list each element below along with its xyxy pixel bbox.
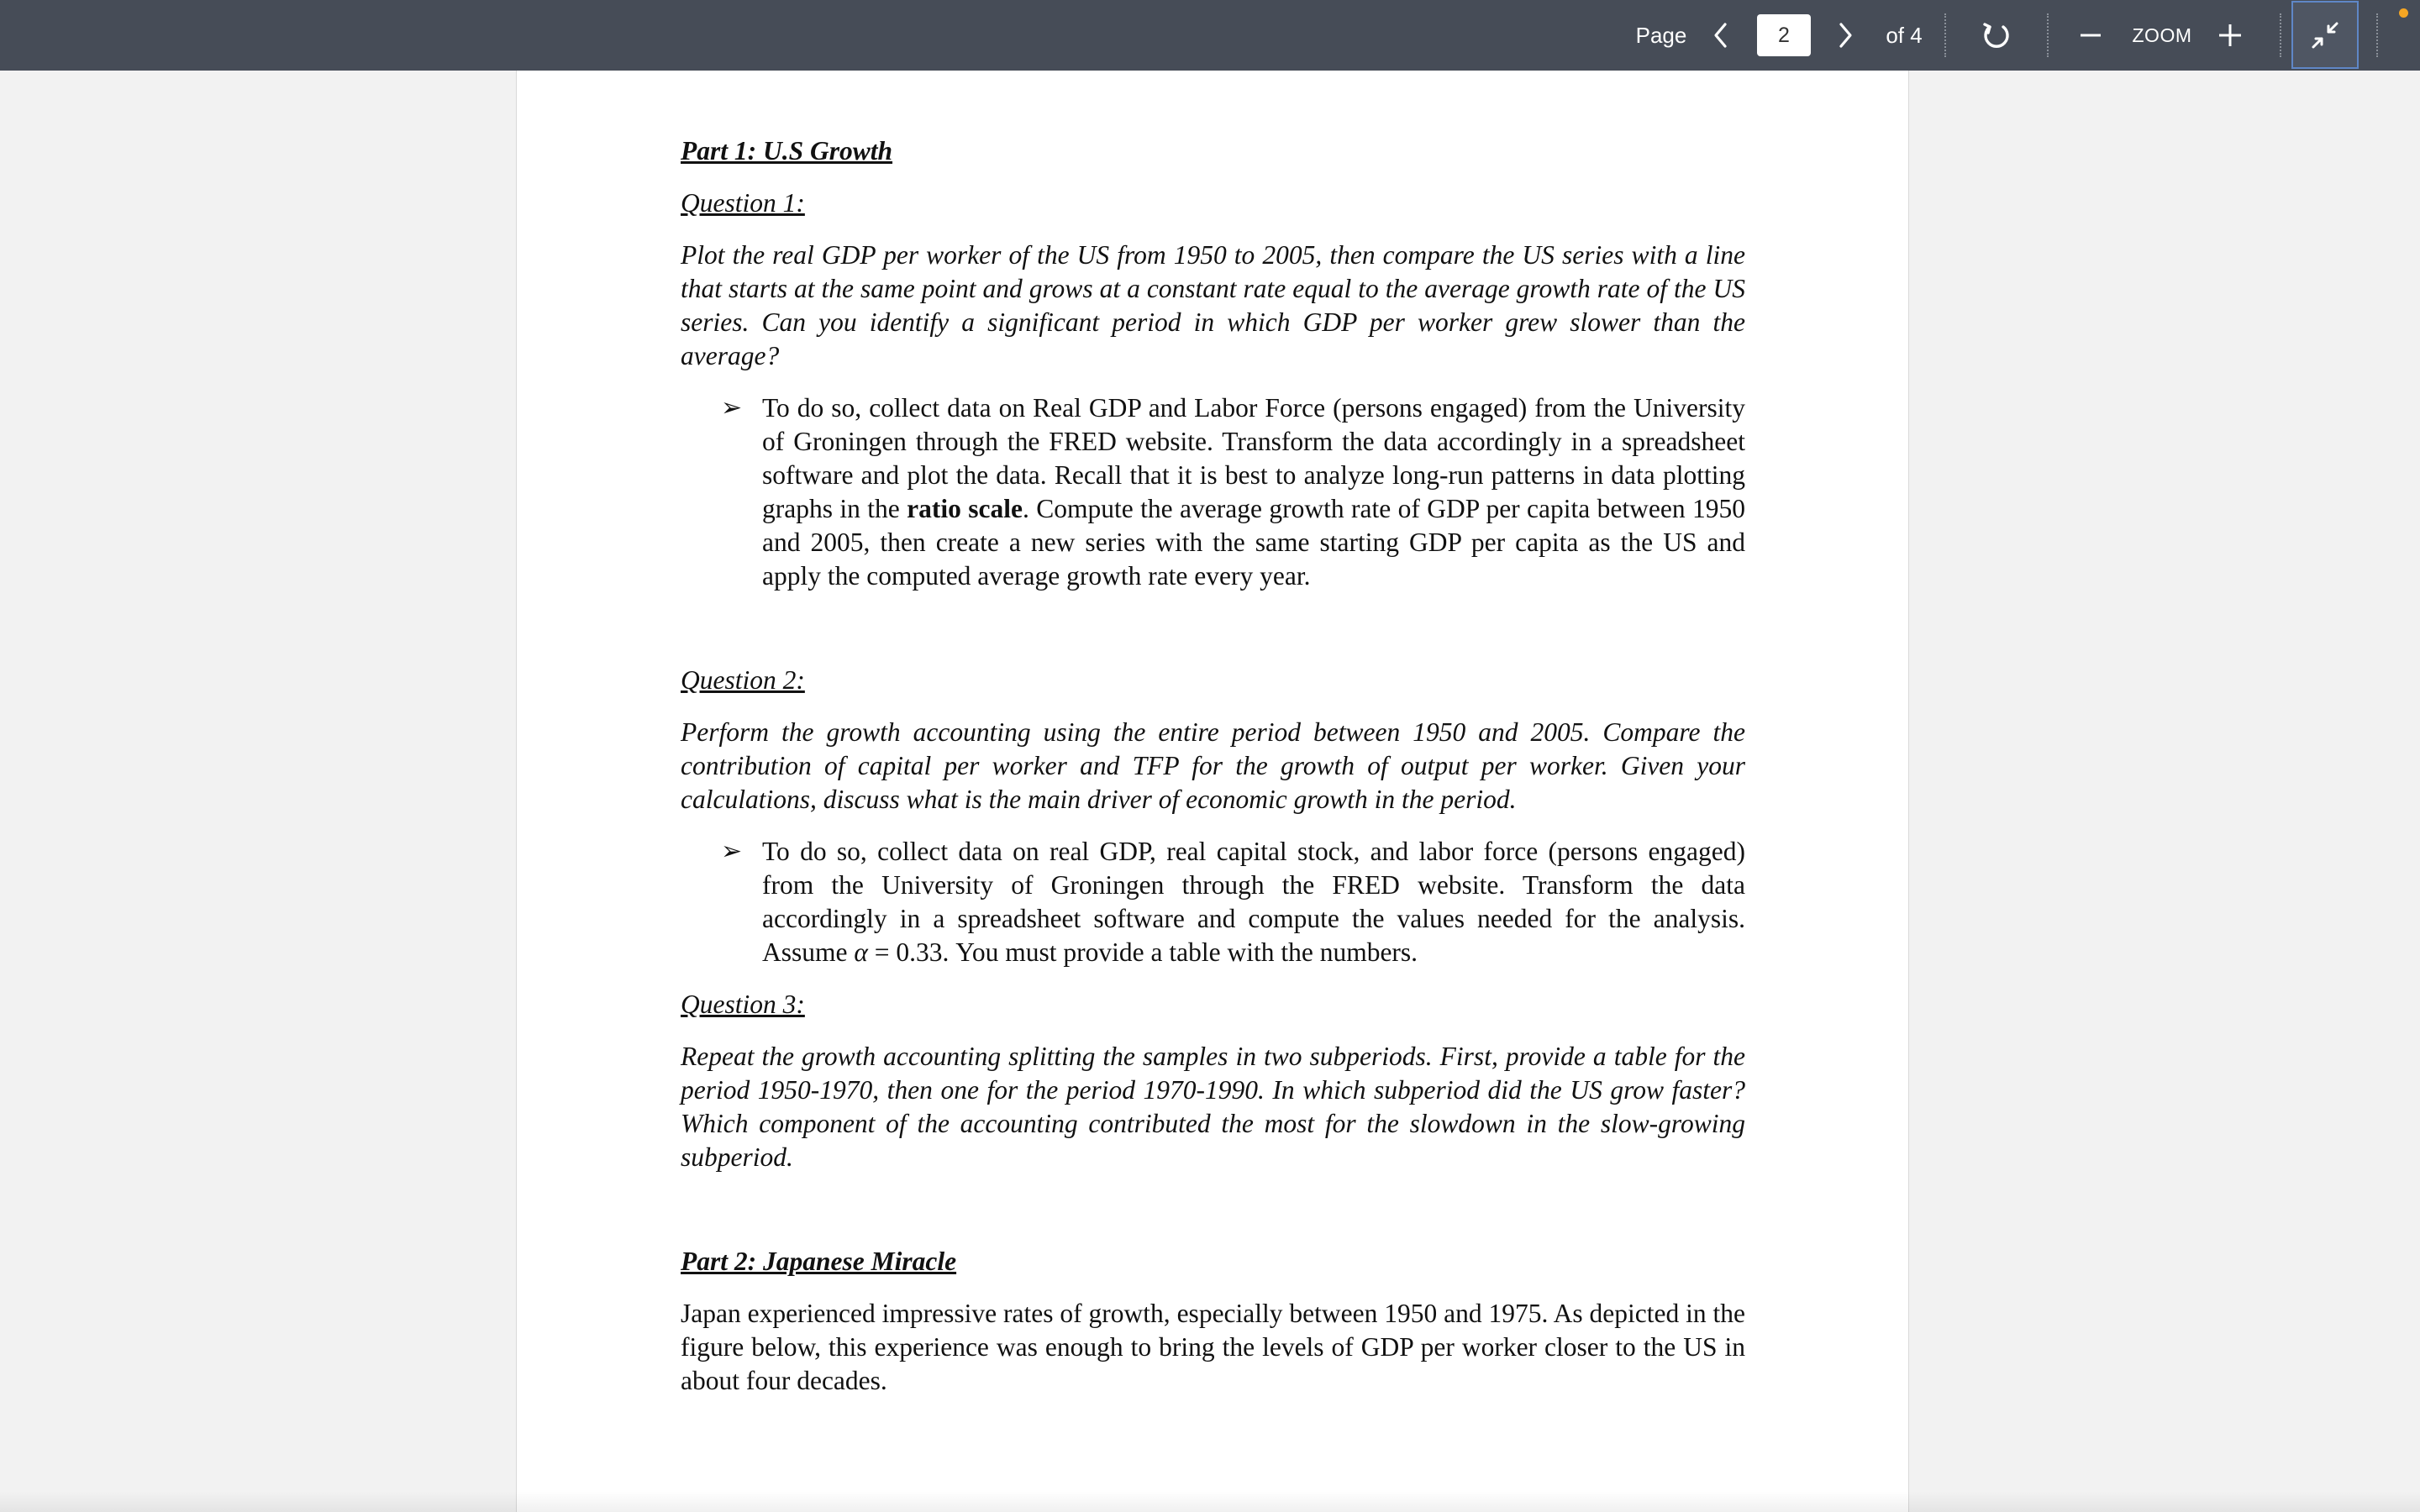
toolbar-divider	[2280, 13, 2281, 57]
toolbar-divider	[2376, 13, 2378, 57]
question2-heading: Question 2:	[681, 665, 805, 695]
spacer	[681, 593, 1745, 664]
question1-heading: Question 1:	[681, 188, 805, 218]
q2-bullet-text-a: To do so, collect data on real GDP, real capital stock, and labor force (persons engaged) from the University of Groningen through the FRED website. Transform the data accordingly in a spreadsheet software and compute the values needed for the analysis. Assume	[762, 837, 1745, 967]
alpha-symbol: α	[854, 937, 868, 967]
document-viewer[interactable]	[0, 71, 2420, 1512]
prev-page-button[interactable]	[1706, 0, 1736, 71]
part2-heading: Part 2: Japanese Miracle	[681, 1247, 957, 1276]
page-content	[681, 134, 1745, 1398]
chevron-left-icon	[1712, 22, 1729, 49]
question2-instructions	[681, 835, 1745, 969]
question2-text: Perform the growth accounting using the entire period between 1950 and 2005. Compare the contribution of capital per worker and TFP for the growth of output per worker. Given your calculations, discuss what is the main driver of economic growth in the period.	[681, 717, 1745, 814]
spacer	[681, 1193, 1745, 1245]
zoom-in-button[interactable]	[2215, 0, 2245, 71]
bullet-arrow-icon: ➢	[721, 837, 743, 865]
notification-dot	[2399, 8, 2408, 18]
part2-text: Japan experienced impressive rates of growth, especially between 1950 and 1975. As depicted in the figure below, this experience was enough to bring the levels of GDP per worker closer to the US in about four decades.	[681, 1299, 1745, 1395]
bottom-shadow	[0, 1491, 2420, 1512]
q1-bullet-text-a: To do so, collect data on Real GDP and Labor Force (persons engaged) from the University of Groningen through the FRED website. Transform the data accordingly in a spreadsheet software and plot the data. Recall that it is best to analyze long-run patterns in data plotting graphs in the	[762, 393, 1745, 523]
toolbar-divider	[1944, 13, 1946, 57]
page-label: Page	[1635, 22, 1687, 48]
collapse-icon	[2310, 20, 2340, 50]
question3-text: Repeat the growth accounting splitting the samples in two subperiods. First, provide a table for the period 1950-1970, then one for the period 1970-1990. In which subperiod did the US grow faster? Which component of the accounting contributed the most for the slowdown in the slow-growing subperiod.	[681, 1042, 1745, 1172]
bullet-arrow-icon: ➢	[721, 394, 743, 422]
q1-bullet-bold: ratio scale	[907, 494, 1023, 523]
minus-icon	[2079, 24, 2102, 47]
chevron-right-icon	[1837, 22, 1854, 49]
part1-heading: Part 1: U.S Growth	[681, 136, 893, 165]
zoom-label: ZOOM	[2132, 24, 2192, 46]
question1-instructions	[681, 391, 1745, 593]
zoom-out-button[interactable]	[2075, 0, 2106, 71]
page-count: of 4	[1886, 22, 1923, 48]
next-page-button[interactable]	[1830, 0, 1860, 71]
page-number-input[interactable]	[1757, 14, 1811, 56]
plus-icon	[2217, 23, 2243, 48]
toolbar-divider	[2047, 13, 2049, 57]
q1-bullet-text-b: . Compute the average growth rate of GDP per capita between 1950 and 2005, then create a new series with the same starting GDP per capita as the US and apply the computed average growth rate every year.	[762, 494, 1745, 591]
pdf-page	[516, 71, 1909, 1512]
pdf-toolbar	[0, 0, 2420, 71]
rotate-button[interactable]	[1978, 0, 2015, 71]
rotate-icon	[1981, 19, 2012, 51]
q2-bullet-text-b: = 0.33. You must provide a table with the numbers.	[867, 937, 1418, 967]
exit-fullscreen-button[interactable]	[2291, 1, 2359, 69]
question1-text: Plot the real GDP per worker of the US from 1950 to 2005, then compare the US series with a line that starts at the same point and grows at a constant rate equal to the average growth rate of the US series. Can you identify a significant period in which GDP per worker grew slower than the average?	[681, 240, 1745, 370]
question3-heading: Question 3:	[681, 990, 805, 1019]
